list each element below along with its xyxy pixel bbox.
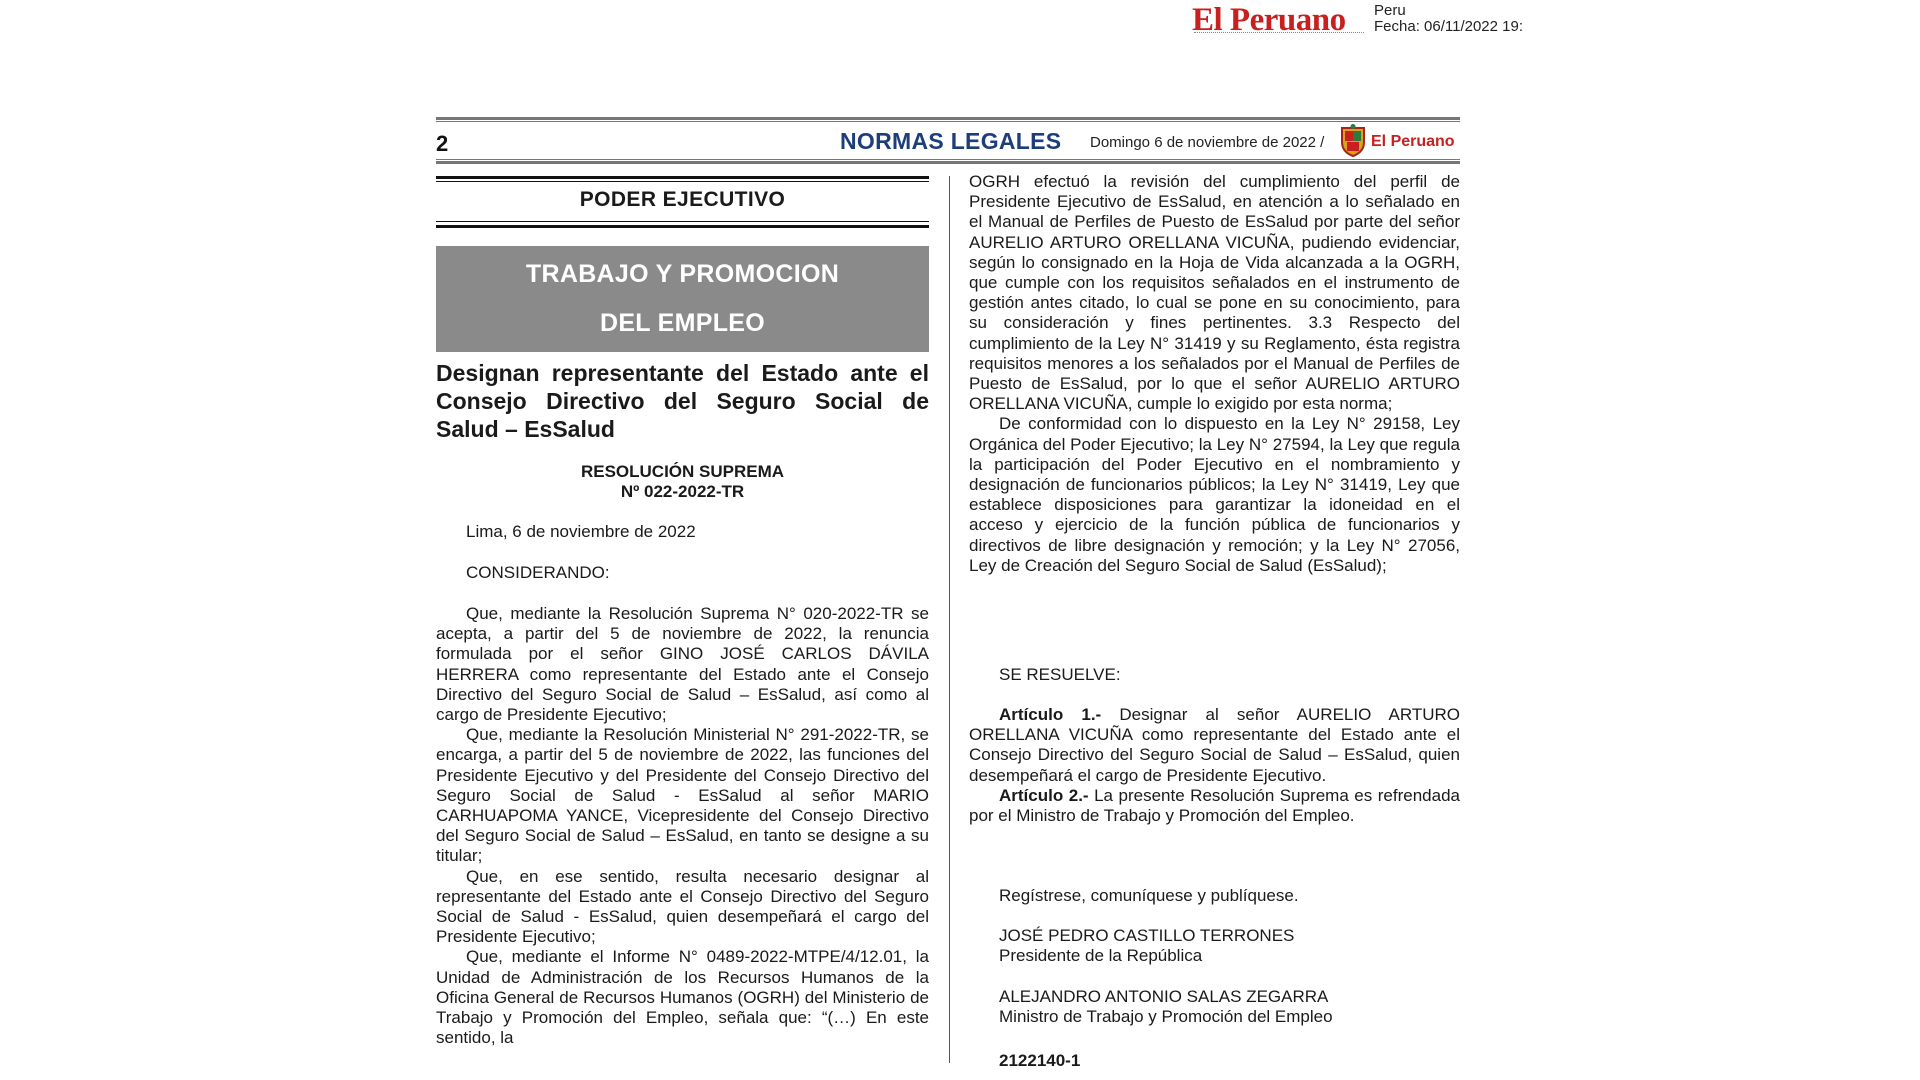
power-bottom-bar [436, 225, 929, 228]
el-peruano-stamp-logo [1192, 0, 1368, 40]
page-number: 2 [436, 131, 449, 156]
considerando-paragraph: Que, mediante el Informe N° 0489-2022-MTPE/4/12.01, la Unidad de Administración de los Recursos Humanos de la Oficina General de Recursos Humanos (OGRH) del Ministerio de Trabajo y Promoción del Empleo, señala que: “(…) En este sentido, la [436, 947, 929, 1048]
resolution-type: RESOLUCIÓN SUPREMA [580, 462, 785, 481]
power-top-bar [436, 176, 929, 179]
document-code: 2122140-1 [999, 1051, 1081, 1070]
stamp-date: Fecha: 06/11/2022 19: [1374, 18, 1524, 35]
stamp-country: Peru [1374, 2, 1406, 19]
resolution-title [436, 462, 929, 502]
continuation-paragraph: OGRH efectuó la revisión del cumplimiento del perfil de Presidente Ejecutivo de EsSalud, en atención a lo señalado en el Manual de Perfiles de Puesto de EsSalud por parte del señor AURELIO ARTURO ORELLANA VICUÑA, pudiendo evidenciar, según lo consignado en la Hoja de Vida alcanzada a la OGRH, que cumple con los requisitos señalados en el instrumento de gestión antes citado, lo cual se pone en su conocimiento, para su consideración y fines pertinentes. 3.3 Respecto del cumplimiento de la Ley N° 31419 y su Reglamento, ésta registra requisitos menores a los señalados por el Manual de Perfiles de Puesto de EsSalud, por lo que el señor AURELIO ARTURO ORELLANA VICUÑA, cumple lo exigido por esta norma; [969, 172, 1460, 414]
power-top-bar-thin [436, 181, 929, 182]
considerando-paragraph: Que, en ese sentido, resulta necesario designar al representante del Estado ante el Consejo Directivo del Seguro Social de Salud - EsSalud, quien desempeñará el cargo del Presidente Ejecutivo; [436, 866, 929, 947]
coat-of-arms-icon [1338, 124, 1368, 158]
header-top-rule-thin [436, 121, 1460, 122]
legal-basis-paragraph: De conformidad con lo dispuesto en la Ley N° 29158, Ley Orgánica del Poder Ejecutivo; la Ley N° 27594, la Ley que regula la participación del Poder Ejecutivo en el nombramiento y designación de funcionarios públicos; la Ley N° 31419, Ley que establece disposiciones para garantizar la idoneidad en el acceso y ejercicio de la función pública de funcionarios y directivos de libre designación y remoción; y la Ley N° 27056, Ley de Creación del Seguro Social de Salud (EsSalud); [969, 414, 1460, 575]
column-divider [949, 176, 950, 1063]
signer-title: Ministro de Trabajo y Promoción del Empleo [999, 1007, 1333, 1026]
signer-name: JOSÉ PEDRO CASTILLO TERRONES [999, 926, 1295, 945]
header-date: Domingo 6 de noviembre de 2022 / [1090, 134, 1325, 151]
signer-title: Presidente de la República [999, 946, 1203, 965]
article-1-label: Artículo 1.- [999, 705, 1102, 724]
power-bottom-bar-thin [436, 221, 929, 222]
left-body [436, 604, 929, 1048]
stamp-logo-underline [1194, 32, 1364, 35]
considerando-paragraph: Que, mediante la Resolución Ministerial N° 291-2022-TR, se encarga, a partir del 5 de noviembre de 2022, las funciones del Presidente Ejecutivo y del Presidente del Consejo Directivo del Seguro Social de Salud - EsSalud al señor MARIO CARHUAPOMA YANCE, Vicepresidente del Consejo Directivo del Seguro Social de Salud – EsSalud, en tanto se designe a su titular; [436, 725, 929, 866]
closing-formula: Regístrese, comuníquese y publíquese. [999, 886, 1299, 905]
header-bottom-rule [436, 161, 1460, 164]
stamp-logo-text: El Peruano [1192, 2, 1346, 38]
articles [969, 705, 1460, 826]
header-bottom-rule-thin [436, 159, 1460, 160]
sector-banner [436, 246, 929, 352]
sector-line-2: DEL EMPLEO [599, 309, 766, 337]
article-2-label: Artículo 2.- [999, 785, 1089, 805]
article-1 [969, 705, 1460, 786]
right-body [969, 172, 1460, 576]
header-brand: El Peruano [1371, 133, 1455, 150]
sector-line-1: TRABAJO Y PROMOCION [525, 260, 840, 288]
signature-president [999, 926, 1294, 966]
considering-heading: CONSIDERANDO: [466, 563, 610, 582]
headline: Designan representante del Estado ante el Consejo Directivo del Seguro Social de Salud – EsSalud [436, 360, 929, 442]
article-1-text: Designar al señor AURELIO ARTURO ORELLANA VICUÑA como representante del Estado ante el Consejo Directivo del Seguro Social de Salud – EsSalud, quien desempeñará el cargo de Presidente Ejecutivo. [969, 705, 1460, 785]
resolution-number: Nº 022-2022-TR [620, 482, 745, 501]
section-title: NORMAS LEGALES [840, 128, 1062, 154]
signature-minister [999, 987, 1333, 1027]
branch-title: PODER EJECUTIVO [579, 188, 786, 211]
header-top-rule [436, 117, 1460, 120]
signer-name: ALEJANDRO ANTONIO SALAS ZEGARRA [999, 987, 1329, 1006]
considerando-paragraph: Que, mediante la Resolución Suprema N° 020-2022-TR se acepta, a partir del 5 de noviembre de 2022, la renuncia formulada por el señor GINO JOSÉ CARLOS DÁVILA HERRERA como representante del Estado ante el Consejo Directivo del Seguro Social de Salud – EsSalud, así como al cargo de Presidente Ejecutivo; [436, 604, 929, 725]
article-2-text: La presente Resolución Suprema es refrendada por el Ministro de Trabajo y Promoción del Empleo. [969, 785, 1460, 826]
signature-stamp-text [1374, 0, 1523, 35]
place-date: Lima, 6 de noviembre de 2022 [466, 522, 696, 541]
resolves-heading: SE RESUELVE: [999, 665, 1121, 684]
article-2 [969, 786, 1460, 826]
